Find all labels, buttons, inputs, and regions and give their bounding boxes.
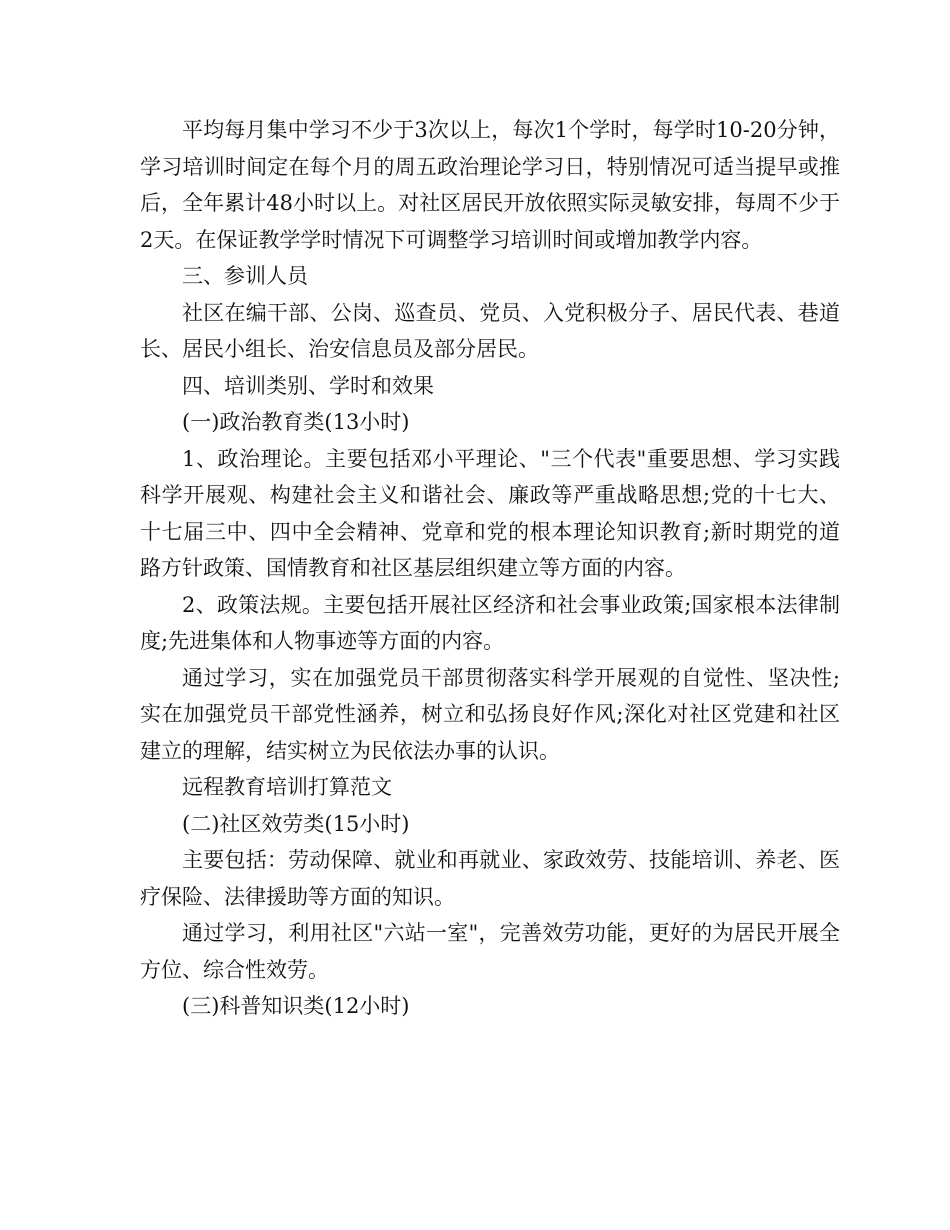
heading-participants: 三、参训人员	[182, 264, 308, 288]
paragraph-community-service-content: 主要包括：劳动保障、就业和再就业、家政效劳、技能培训、养老、医疗保险、法律援助等方面的知识。	[140, 848, 840, 909]
paragraph-political-outcome: 通过学习，实在加强党员干部贯彻落实科学开展观的自觉性、坚决性;实在加强党员干部党性涵养，树立和弘扬良好作风;深化对社区党建和社区建立的理解，结实树立为民依法办事的认识。	[140, 665, 840, 763]
document-body	[140, 112, 840, 1025]
paragraph-study-schedule: 平均每月集中学习不少于3次以上，每次1个学时，每学时10-20分钟，学习培训时间定在每个月的周五政治理论学习日，特别情况可适当提早或推后，全年累计48小时以上。对社区居民开放依照实际灵敏安排，每周不少于2天。在保证教学学时情况下可调整学习培训时间或增加教学内容。	[140, 118, 840, 252]
subheading-political-education: (一)政治教育类(13小时)	[182, 410, 410, 434]
paragraph-participants: 社区在编干部、公岗、巡查员、党员、入党积极分子、居民代表、巷道长、居民小组长、治安信息员及部分居民。	[140, 300, 840, 361]
subheading-science-knowledge: (三)科普知识类(12小时)	[182, 994, 410, 1018]
paragraph-remote-education-title: 远程教育培训打算范文	[182, 775, 392, 799]
heading-training-categories: 四、培训类别、学时和效果	[182, 373, 434, 398]
paragraph-policy-regulations: 2、政策法规。主要包括开展社区经济和社会事业政策;国家根本法律制度;先进集体和人物事迹等方面的内容。	[140, 592, 840, 653]
paragraph-community-service-outcome: 通过学习，利用社区"六站一室"，完善效劳功能，更好的为居民开展全方位、综合性效劳。	[140, 921, 840, 982]
subheading-community-service: (二)社区效劳类(15小时)	[182, 811, 410, 836]
paragraph-political-theory: 1、政治理论。主要包括邓小平理论、"三个代表"重要思想、学习实践科学开展观、构建社会主义和谐社会、廉政等严重战略思想;党的十七大、十七届三中、四中全会精神、党章和党的根本理论知识教育;新时期党的道路方针政策、国情教育和社区基层组织建立等方面的内容。	[140, 446, 840, 580]
